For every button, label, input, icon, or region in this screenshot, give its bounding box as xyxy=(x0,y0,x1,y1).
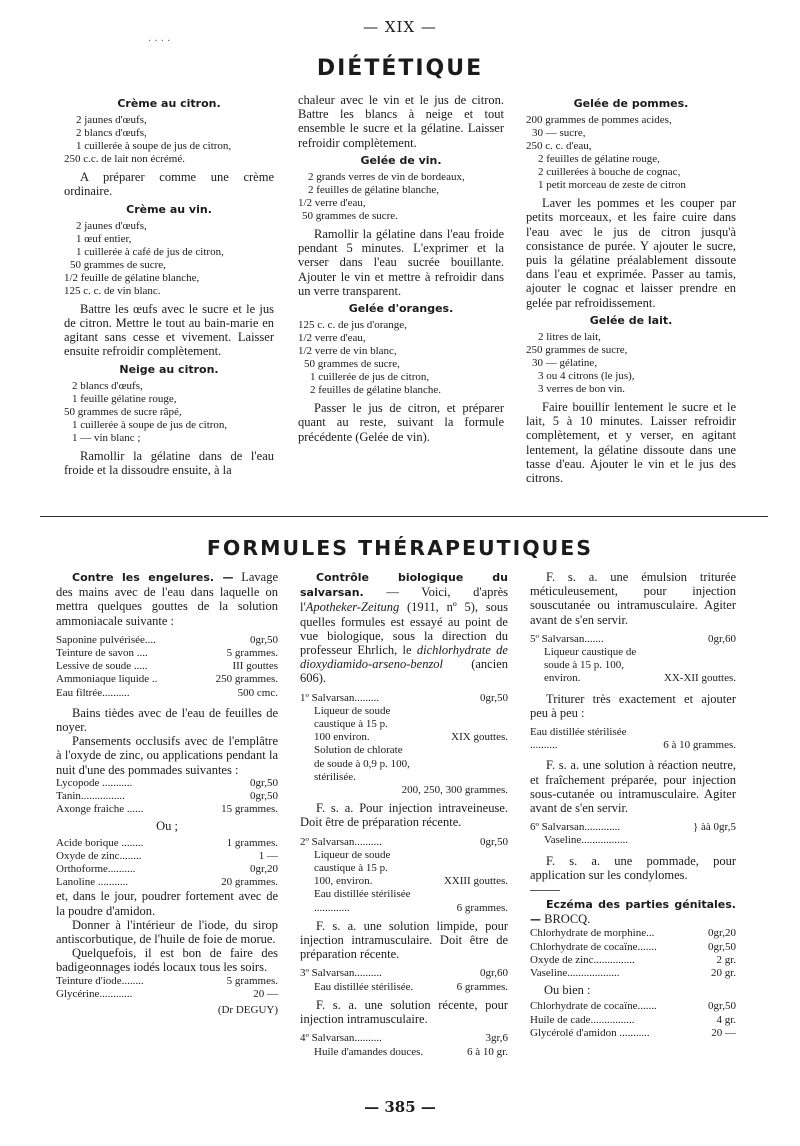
formula-row: Huile d'amandes douces. 6 à 10 gr. xyxy=(314,1045,508,1058)
ink-mark: · · · · xyxy=(148,36,171,47)
ingredient: 1 cuillerée à soupe de jus de citron, xyxy=(76,140,232,153)
paragraph: Lavage des mains avec de l'eau dans laquelle on mettra quelques gouttes de la solution ammoniacale suivante : xyxy=(56,570,278,628)
formula-row: Liqueur caustique de soude à 15 p. 100, environ. XX-XII gouttes. xyxy=(544,646,736,685)
ingredient: 2 feuilles de gélatine rouge, xyxy=(538,153,660,166)
recipe-title: Crème au citron. xyxy=(117,97,221,110)
ingredient: 250 c. c. d'eau, xyxy=(526,140,592,153)
ingredient: 1 œuf entier, xyxy=(76,232,132,245)
ingredient: 30 — sucre, xyxy=(532,127,586,140)
or-label: Ou bien : xyxy=(544,983,591,998)
formula-row: Solution de chlorate de soude à 0,9 p. 100, stérilisée. xyxy=(314,744,410,783)
ingredient: 1/2 verre d'eau, xyxy=(298,332,366,345)
formula-row: Eau distillée stérilisée ............. 6 grammes. xyxy=(314,888,508,914)
formula-row: 2º Salvarsan.......... 0gr,50 xyxy=(300,835,508,848)
formula-row: Lessive de soude ..... III gouttes xyxy=(56,660,278,673)
ingredient: 50 grammes de sucre râpé, xyxy=(64,405,182,418)
ingredient: 50 grammes de sucre, xyxy=(304,358,400,371)
recipe-title: Crème au vin. xyxy=(126,202,212,216)
author-signature: (Dr DEGUY) xyxy=(217,1004,278,1017)
paragraph: Laver les pommes et les couper par petits morceaux, et les faire cuire dans l'eau avec le jus de citron jusqu'à consistance de purée. Y ajouter le sucre, puis la gélatine préalablement dissoute dans l'eau et exprimée. Passer au tamis, ajouter le cognac et laisser prendre en gelée par refroidissement. xyxy=(526,196,736,310)
formula-row: 3º Salvarsan.......... 0gr,60 xyxy=(300,967,508,980)
formula-row: Eau filtrée.......... 500 cmc. xyxy=(56,686,278,699)
section-title-dietetique: DIÉTÉTIQUE xyxy=(316,56,484,81)
formula-row: Chlorhydrate de cocaïne....... 0gr,50 xyxy=(530,1000,736,1013)
ingredient: 1 petit morceau de zeste de citron xyxy=(538,179,686,192)
formula-row: Glycérolé d'amidon ........... 20 — xyxy=(530,1026,736,1039)
ingredient: 1 cuillerée à café de jus de citron, xyxy=(76,245,224,258)
ingredient: 200 grammes de pommes acides, xyxy=(526,114,672,127)
formula-row: Glycérine............ 20 — xyxy=(56,987,278,1000)
ingredient: 2 jaunes d'œufs, xyxy=(76,219,147,232)
formula-row: Lanoline ........... 20 grammes. xyxy=(56,876,278,889)
formula-row: Liqueur de soude caustique à 15 p. 100 environ. XIX gouttes. xyxy=(314,704,508,744)
formula-row: Saponine pulvérisée.... 0gr,50 xyxy=(56,633,278,646)
ingredient: 125 c. c. de jus d'orange, xyxy=(298,319,407,332)
paragraph: Faire bouillir lentement le sucre et le lait, 5 à 10 minutes. Laisser refroidir complètement, et y verser, en agitant lentement, la gélatine dissoute dans une tasse d'eau. Ajouter le vin et le jus des citrons. xyxy=(526,400,736,486)
paragraph: Passer le jus de citron, et préparer quant au reste, suivant la formule précédente (Gelée de vin). xyxy=(298,401,504,444)
formula-row: Chlorhydrate de morphine... 0gr,20 xyxy=(530,927,736,940)
section-divider xyxy=(40,516,768,517)
formula-row: 6º Salvarsan............. } àà 0gr,5 xyxy=(530,821,736,834)
paragraph: Ramollir la gélatine dans de l'eau froide et la dissoudre ensuite, à la xyxy=(64,448,274,478)
recipe-title: Gelée de lait. xyxy=(589,313,673,327)
ingredient: 2 feuilles de gélatine blanche, xyxy=(308,184,440,197)
formula-row: Lycopode ........... 0gr,50 xyxy=(56,776,278,789)
formula-row: Axonge fraiche ...... 15 grammes. xyxy=(56,803,278,816)
paragraph: Donner à l'intérieur de l'iode, du sirop antiscorbutique, de l'huile de foie de morue. xyxy=(56,917,278,947)
ingredient: 2 litres de lait, xyxy=(538,331,601,344)
paragraph: F. s. a. une pommade, pour application sur les condylomes. xyxy=(530,853,736,882)
ingredient: 2 feuilles de gélatine blanche. xyxy=(310,384,442,397)
formula-heading: Contrôle biologique du salvarsan. xyxy=(300,571,508,600)
recipe-title: Gelée de pommes. xyxy=(573,97,689,110)
author: BROCQ. xyxy=(544,912,591,927)
paragraph: Ramollir la gélatine dans l'eau froide pendant 5 minutes. L'exprimer et la verser dans l'eau sucrée bouillante. Ajouter le vin et mettre à refroidir dans un verre transparent. xyxy=(298,227,504,298)
formula-row: Teinture de savon .... 5 grammes. xyxy=(56,647,278,660)
formula-row: Eau distillée stérilisée. 6 grammes. xyxy=(314,980,508,993)
formula-row: Vaseline................... 20 gr. xyxy=(530,967,736,980)
ingredient: 30 — gélatine, xyxy=(532,357,598,370)
formula-row: Huile de cade................ 4 gr. xyxy=(530,1013,736,1026)
ingredient: 1/2 verre d'eau, xyxy=(298,197,366,210)
formules-column-3 xyxy=(530,570,736,1040)
formula-row: Teinture d'iode........ 5 grammes. xyxy=(56,974,278,987)
page-number: — 385 — xyxy=(364,1098,436,1116)
ingredient: 2 cuillerées à bouche de cognac, xyxy=(538,166,681,179)
recipe-title: Neige au citron. xyxy=(119,362,219,376)
paragraph: A préparer comme une crème ordinaire. xyxy=(64,170,274,199)
paragraph: F. s. a. Pour injection intraveineuse. Doit être de préparation récente. xyxy=(300,801,508,830)
paragraph: Battre les œufs avec le sucre et le jus de citron. Mettre le tout au bain-marie en agitant sans cesse et vivement. Laisser ensuite refroidir complètement. xyxy=(64,301,274,359)
formula-row: 5º Salvarsan....... 0gr,60 xyxy=(530,632,736,645)
or-label: Ou ; xyxy=(156,819,178,834)
formula-row: 4º Salvarsan.......... 3gr,6 xyxy=(300,1032,508,1045)
recipe-title: Gelée d'oranges. xyxy=(348,302,454,316)
formula-row: Tanin................ 0gr,50 xyxy=(56,790,278,803)
paragraph: F. s. a. une émulsion triturée méticuleusement, pour injection souscutanée ou intramusculaire. Agiter avant de s'en servir. xyxy=(530,570,736,627)
ingredient: 50 grammes de sucre, xyxy=(70,258,166,271)
formula-row: Orthoforme.......... 0gr,20 xyxy=(56,863,278,876)
paragraph: F. s. a. une solution à réaction neutre, et fraîchement préparée, pour injection sous-cutanée ou intramusculaire. Agiter avant de s'en servir. xyxy=(530,758,736,816)
ingredient: 2 jaunes d'œufs, xyxy=(76,114,147,127)
paragraph: Bains tièdes avec de l'eau de feuilles de noyer. xyxy=(56,705,278,735)
ingredient: 2 grands verres de vin de bordeaux, xyxy=(308,171,465,184)
paragraph: et, dans le jour, poudrer fortement avec de la poudre d'amidon. xyxy=(56,889,278,918)
page-header-roman: — XIX — xyxy=(363,18,437,36)
formula-row: Oxyde de zinc............... 2 gr. xyxy=(530,953,736,966)
formula-heading: Contre les engelures. — xyxy=(72,571,234,584)
ingredient: 1 cuillerée à soupe de jus de citron, xyxy=(72,418,228,431)
formula-row: Acide borique ........ 1 grammes. xyxy=(56,836,278,849)
dietetique-column-3 xyxy=(526,93,736,485)
dietetique-column-2 xyxy=(298,93,504,444)
paragraph: chaleur avec le vin et le jus de citron. Battre les blancs à neige et tout ensemble le sucre et la gélatine. Laisser refroidir complètement. xyxy=(298,93,504,150)
paragraph: Triturer très exactement et ajouter peu à peu : xyxy=(530,691,736,720)
formula-row: Oxyde de zinc........ 1 — xyxy=(56,849,278,862)
ingredient: 3 ou 4 citrons (le jus), xyxy=(538,370,635,383)
ingredient: 1/2 feuille de gélatine blanche, xyxy=(64,271,200,284)
ingredient: 50 grammes de sucre. xyxy=(302,210,398,223)
formula-row: Chlorhydrate de cocaïne....... 0gr,50 xyxy=(530,940,736,953)
ingredient: 1 — vin blanc ; xyxy=(72,431,141,444)
formula-heading: Eczéma des parties génitales. — xyxy=(530,898,736,927)
formula-row: Vaseline................. xyxy=(544,834,629,847)
ingredient: 125 c. c. de vin blanc. xyxy=(64,284,161,297)
recipe-title: Gelée de vin. xyxy=(360,153,442,167)
formula-row: 200, 250, 300 grammes. xyxy=(401,784,508,797)
formules-column-2: Contrôle biologique du salvarsan. — Voici, d'après l'Apotheker-Zeitung (1911, nº 5), sous quelles formules est essayé au point de vue biologique, sous la direction du professeur Ehrlich, le dichlorhydrate de dioxydiamido-arseno-benzol (ancien 606). 1º Salvarsan......... 0gr,50 Liqueur de soude caustique à 15 p. 100 environ. XIX gouttes. Solution de chlorate de soude à 0,9 p. 100, stérilisée. 200, 250, 300 grammes. F. s. a. Pour injection intraveineuse. Doit être de préparation récente. 2º Salvarsan.......... 0gr,50 Liqueur de soude caustique à 15 p. 100, environ. XXIII gouttes. Eau distillée stérilisée ............. 6 grammes. F. s. a. une solution limpide, pour injection intramusculaire. Doit être de préparation récente. 3º Salvarsan.......... 0gr,60 Eau distillée stérilisée. 6 grammes. F. s. a. une solution récente, pour injection intramusculaire. 4º Salvarsan.......... 3gr,6 Huile d'amandes douces. 6 à 10 gr. xyxy=(300,571,509,1058)
paragraph: F. s. a. une solution limpide, pour injection intramusculaire. Doit être de préparation récente. xyxy=(300,918,508,962)
section-title-formules: FORMULES THÉRAPEUTIQUES xyxy=(206,536,594,560)
ingredient: 2 blancs d'œufs, xyxy=(76,127,147,140)
dietetique-column-1 xyxy=(64,93,274,477)
formula-row: 1º Salvarsan......... 0gr,50 xyxy=(300,691,508,704)
divider xyxy=(530,890,560,891)
ingredient: 1/2 verre de vin blanc, xyxy=(298,345,397,358)
paragraph: Quelquefois, il est bon de faire des badigeonnages iodés locaux tous les soirs. xyxy=(56,946,278,975)
formules-column-1 xyxy=(56,570,278,1017)
ingredient: 250 c.c. de lait non écrémé. xyxy=(64,153,185,166)
ingredient: 1 cuillerée de jus de citron, xyxy=(310,371,430,384)
formula-row: Eau distillée stérilisée .......... 6 à 10 grammes. xyxy=(530,726,736,752)
formula-row: Ammoniaque liquide .. 250 grammes. xyxy=(56,673,278,686)
ingredient: 2 blancs d'œufs, xyxy=(72,379,143,392)
paragraph: F. s. a. une solution récente, pour injection intramusculaire. xyxy=(300,997,508,1027)
formula-row: Liqueur de soude caustique à 15 p. 100, environ. XXIII gouttes. xyxy=(314,848,508,888)
ingredient: 250 grammes de sucre, xyxy=(526,344,628,357)
ingredient: 1 feuille gélatine rouge, xyxy=(72,392,177,405)
paragraph: Pansements occlusifs avec de l'emplâtre à l'oxyde de zinc, ou applications pendant la nuit d'une des pommades suivantes : xyxy=(56,734,278,777)
ingredient: 3 verres de bon vin. xyxy=(538,383,626,396)
